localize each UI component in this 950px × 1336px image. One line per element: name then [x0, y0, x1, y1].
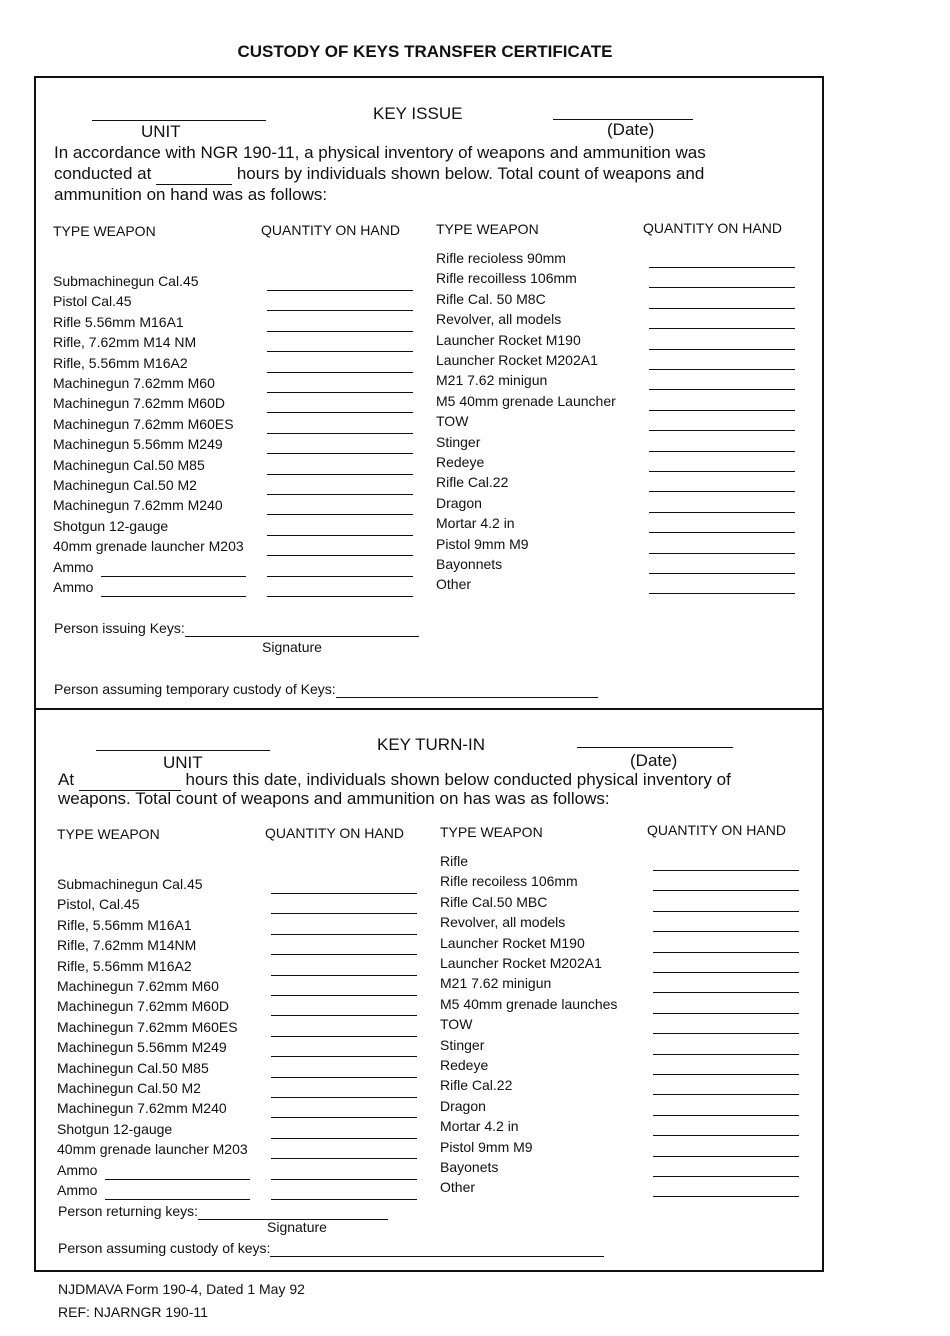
- weapon-type-label: Rifle, 5.56mm M16A2: [53, 354, 188, 371]
- quantity-field[interactable]: [649, 308, 795, 309]
- weapon-type-label: Machinegun 7.62mm M240: [53, 497, 223, 514]
- weapon-type-label: Mortar 4.2 in: [436, 515, 515, 532]
- weapon-type-label: Machinegun Cal.50 M2: [57, 1080, 201, 1096]
- issue-unit-line[interactable]: [92, 120, 266, 121]
- quantity-field[interactable]: [267, 351, 413, 352]
- quantity-field[interactable]: [271, 954, 417, 955]
- weapon-type-label: Pistol 9mm M9: [436, 535, 529, 552]
- quantity-field[interactable]: [267, 555, 413, 556]
- quantity-field[interactable]: [271, 1015, 417, 1016]
- issue-signature-label: Signature: [262, 639, 322, 655]
- quantity-field[interactable]: [653, 992, 799, 993]
- issue-col-type-right: TYPE WEAPON: [436, 221, 539, 237]
- issue-paragraph-line-1: In accordance with NGR 190-11, a physical inventory of weapons and ammunition was: [54, 143, 706, 162]
- weapon-type-label: Machinegun 5.56mm M249: [53, 436, 223, 453]
- weapon-type-label: Other: [440, 1179, 476, 1196]
- weapon-type-label: Ammo: [53, 558, 94, 575]
- weapon-type-label: Rifle Cal.22: [440, 1077, 513, 1094]
- quantity-field[interactable]: [271, 893, 417, 894]
- quantity-field[interactable]: [653, 1115, 799, 1116]
- weapon-type-label: Machinegun 7.62mm M60D: [57, 998, 229, 1015]
- ammo-type-field[interactable]: [105, 1199, 250, 1200]
- weapon-type-label: 40mm grenade launcher M203: [57, 1141, 248, 1158]
- weapon-type-label: Launcher Rocket M202A1: [440, 955, 602, 971]
- quantity-field[interactable]: [653, 1135, 799, 1136]
- weapon-type-label: Machinegun 7.62mm M60: [53, 375, 215, 391]
- weapon-type-label: Dragon: [436, 494, 482, 511]
- weapon-type-label: Rifle, 7.62mm M14NM: [57, 937, 197, 954]
- turnin-col-type-left: TYPE WEAPON: [57, 826, 160, 842]
- quantity-field[interactable]: [271, 995, 417, 996]
- weapon-type-label: Other: [436, 576, 472, 593]
- weapon-type-label: Machinegun 7.62mm M60ES: [57, 1018, 238, 1035]
- turnin-person-assuming-label: Person assuming custody of keys:: [58, 1240, 271, 1256]
- quantity-field[interactable]: [649, 573, 795, 574]
- quantity-field[interactable]: [267, 392, 413, 393]
- weapon-type-label: Pistol, Cal.45: [57, 896, 140, 913]
- quantity-field[interactable]: [649, 287, 795, 288]
- weapon-type-label: Submachinegun Cal.45: [57, 876, 203, 892]
- weapon-type-label: M21 7.62 minigun: [440, 975, 552, 992]
- quantity-field[interactable]: [653, 1074, 799, 1075]
- ammo-type-field[interactable]: [101, 596, 246, 597]
- quantity-field[interactable]: [267, 433, 413, 434]
- weapon-type-label: Redeye: [436, 454, 485, 470]
- weapon-type-label: Rifle recoilless 106mm: [436, 270, 577, 287]
- issue-col-qty-left: QUANTITY ON HAND: [261, 222, 400, 238]
- ammo-type-field[interactable]: [101, 576, 246, 577]
- quantity-field[interactable]: [267, 576, 413, 577]
- weapon-type-label: Launcher Rocket M202A1: [436, 352, 598, 368]
- weapon-type-label: Rifle recoiless 106mm: [440, 873, 578, 890]
- issue-person-assuming-field[interactable]: [336, 681, 598, 698]
- quantity-field[interactable]: [653, 972, 799, 973]
- weapon-type-label: Dragon: [440, 1097, 486, 1114]
- turnin-para-at: At: [58, 770, 75, 789]
- weapon-type-label: Rifle: [440, 853, 469, 869]
- turnin-col-type-right: TYPE WEAPON: [440, 824, 543, 840]
- turnin-person-assuming: [58, 1240, 604, 1257]
- quantity-field[interactable]: [649, 389, 795, 390]
- weapon-type-label: Submachinegun Cal.45: [53, 273, 199, 289]
- weapon-type-label: Rifle Cal. 50 M8C: [436, 290, 546, 307]
- quantity-field[interactable]: [649, 369, 795, 370]
- weapon-type-label: Machinegun Cal.50 M2: [53, 477, 197, 493]
- quantity-field[interactable]: [267, 474, 413, 475]
- quantity-field[interactable]: [267, 494, 413, 495]
- quantity-field[interactable]: [653, 952, 799, 953]
- weapon-type-label: Launcher Rocket M190: [440, 934, 585, 951]
- turnin-person-returning-label: Person returning keys:: [58, 1203, 199, 1219]
- quantity-field[interactable]: [267, 372, 413, 373]
- turnin-col-qty-left: QUANTITY ON HAND: [265, 825, 404, 841]
- weapon-type-label: M5 40mm grenade Launcher: [436, 392, 616, 409]
- quantity-field[interactable]: [649, 328, 795, 329]
- quantity-field[interactable]: [653, 1196, 799, 1197]
- turnin-person-returning-field[interactable]: [198, 1203, 388, 1220]
- section-divider: [34, 708, 824, 710]
- quantity-field[interactable]: [267, 331, 413, 332]
- quantity-field[interactable]: [267, 412, 413, 413]
- quantity-field[interactable]: [653, 911, 799, 912]
- weapon-type-label: Pistol 9mm M9: [440, 1138, 533, 1155]
- weapon-type-label: 40mm grenade launcher M203: [53, 538, 244, 555]
- issue-person-assuming-label: Person assuming temporary custody of Keys:: [54, 681, 336, 697]
- weapon-type-label: Ammo: [57, 1182, 98, 1198]
- footer-reference: REF: NJARNGR 190-11: [58, 1304, 208, 1320]
- weapon-type-label: Machinegun Cal.50 M85: [53, 456, 205, 473]
- quantity-field[interactable]: [649, 451, 795, 452]
- weapon-type-label: Redeye: [440, 1057, 489, 1073]
- quantity-field[interactable]: [649, 532, 795, 533]
- quantity-field[interactable]: [271, 1138, 417, 1139]
- turnin-signature-label: Signature: [267, 1219, 327, 1235]
- weapon-type-label: Rifle recioless 90mm: [436, 250, 566, 266]
- quantity-field[interactable]: [653, 870, 799, 871]
- form-title: CUSTODY OF KEYS TRANSFER CERTIFICATE: [237, 42, 613, 61]
- weapon-type-label: Rifle 5.56mm M16A1: [53, 313, 184, 330]
- weapon-type-label: Stinger: [440, 1036, 485, 1053]
- weapon-type-label: Machinegun 7.62mm M60D: [53, 395, 225, 412]
- quantity-field[interactable]: [271, 1056, 417, 1057]
- quantity-field[interactable]: [653, 1054, 799, 1055]
- quantity-field[interactable]: [271, 913, 417, 914]
- weapon-type-label: Shotgun 12-gauge: [57, 1120, 173, 1137]
- issue-hours-field[interactable]: [156, 163, 232, 185]
- quantity-field[interactable]: [267, 514, 413, 515]
- weapon-type-label: Machinegun 7.62mm M60: [57, 978, 219, 994]
- quantity-field[interactable]: [649, 349, 795, 350]
- quantity-field[interactable]: [271, 1097, 417, 1098]
- weapon-type-label: Pistol Cal.45: [53, 293, 132, 310]
- weapon-type-label: Machinegun 7.62mm M60ES: [53, 415, 234, 432]
- weapon-type-label: Machinegun 7.62mm M240: [57, 1100, 227, 1117]
- weapon-type-label: TOW: [440, 1016, 473, 1033]
- quantity-field[interactable]: [649, 267, 795, 268]
- issue-person-issuing-field[interactable]: [185, 620, 419, 637]
- issue-unit-label: UNIT: [141, 122, 181, 141]
- turnin-heading: KEY TURN-IN: [377, 735, 486, 754]
- quantity-field[interactable]: [649, 410, 795, 411]
- weapon-type-label: Ammo: [53, 579, 94, 595]
- weapon-type-label: M5 40mm grenade launches: [440, 995, 618, 1012]
- weapon-type-label: Mortar 4.2 in: [440, 1118, 519, 1135]
- weapon-type-label: M21 7.62 minigun: [436, 372, 548, 389]
- quantity-field[interactable]: [649, 471, 795, 472]
- quantity-field[interactable]: [653, 890, 799, 891]
- quantity-field[interactable]: [267, 290, 413, 291]
- quantity-field[interactable]: [649, 512, 795, 513]
- weapon-type-label: Revolver, all models: [440, 914, 566, 931]
- footer-form-number: NJDMAVA Form 190-4, Dated 1 May 92: [58, 1281, 305, 1297]
- quantity-field[interactable]: [271, 1117, 417, 1118]
- turnin-date-line[interactable]: [577, 747, 733, 748]
- weapon-type-label: Ammo: [57, 1161, 98, 1178]
- quantity-field[interactable]: [271, 1036, 417, 1037]
- quantity-field[interactable]: [271, 1179, 417, 1180]
- weapon-type-label: Revolver, all models: [436, 311, 562, 328]
- quantity-field[interactable]: [267, 453, 413, 454]
- turnin-col-qty-right: QUANTITY ON HAND: [647, 822, 786, 838]
- weapon-type-label: Rifle, 7.62mm M14 NM: [53, 334, 197, 351]
- quantity-field[interactable]: [649, 491, 795, 492]
- quantity-field[interactable]: [653, 1156, 799, 1157]
- turnin-unit-label: UNIT: [163, 753, 203, 772]
- quantity-field[interactable]: [653, 1033, 799, 1034]
- issue-col-qty-right: QUANTITY ON HAND: [643, 220, 782, 236]
- quantity-field[interactable]: [267, 310, 413, 311]
- quantity-field[interactable]: [267, 535, 413, 536]
- turnin-unit-line[interactable]: [96, 750, 270, 751]
- quantity-field[interactable]: [271, 1199, 417, 1200]
- issue-paragraph-line-3: ammunition on hand was as follows:: [54, 185, 328, 204]
- issue-para-hours: hours by individuals shown below. Total count of weapons and: [236, 164, 705, 183]
- issue-person-issuing-label: Person issuing Keys:: [54, 620, 185, 636]
- issue-heading: KEY ISSUE: [373, 104, 463, 123]
- weapon-type-label: Rifle Cal.22: [436, 474, 509, 491]
- turnin-person-assuming-field[interactable]: [270, 1240, 604, 1257]
- quantity-field[interactable]: [271, 975, 417, 976]
- weapon-type-label: TOW: [436, 413, 469, 430]
- turnin-person-returning: [58, 1203, 388, 1220]
- quantity-field[interactable]: [271, 1077, 417, 1078]
- quantity-field[interactable]: [267, 596, 413, 597]
- quantity-field[interactable]: [653, 1013, 799, 1014]
- turnin-date-label: (Date): [630, 751, 678, 770]
- weapon-type-label: Bayonets: [440, 1159, 499, 1175]
- weapon-type-label: Launcher Rocket M190: [436, 331, 581, 348]
- issue-date-label: (Date): [607, 120, 655, 139]
- issue-person-assuming: [54, 681, 598, 698]
- weapon-type-label: Rifle, 5.56mm M16A1: [57, 916, 192, 933]
- weapon-type-label: Stinger: [436, 433, 481, 450]
- weapon-type-label: Machinegun 5.56mm M249: [57, 1039, 227, 1056]
- weapon-type-label: Rifle, 5.56mm M16A2: [57, 957, 192, 974]
- issue-paragraph-line-2: [54, 163, 704, 185]
- ammo-type-field[interactable]: [105, 1179, 250, 1180]
- turnin-paragraph-line-2: weapons. Total count of weapons and ammunition on has was as follows:: [58, 789, 610, 808]
- issue-person-issuing: [54, 620, 419, 637]
- quantity-field[interactable]: [653, 931, 799, 932]
- issue-col-type-left: TYPE WEAPON: [53, 223, 156, 239]
- weapon-type-label: Machinegun Cal.50 M85: [57, 1059, 209, 1076]
- quantity-field[interactable]: [649, 553, 795, 554]
- weapon-type-label: Bayonnets: [436, 556, 503, 572]
- quantity-field[interactable]: [653, 1176, 799, 1177]
- quantity-field[interactable]: [649, 430, 795, 431]
- quantity-field[interactable]: [271, 1158, 417, 1159]
- turnin-para-hours: hours this date, individuals shown below conducted physical inventory of: [185, 770, 731, 789]
- weapon-type-label: Rifle Cal.50 MBC: [440, 893, 548, 910]
- quantity-field[interactable]: [653, 1094, 799, 1095]
- quantity-field[interactable]: [649, 593, 795, 594]
- quantity-field[interactable]: [271, 934, 417, 935]
- weapon-type-label: Shotgun 12-gauge: [53, 517, 169, 534]
- issue-para-conducted-at: conducted at: [54, 164, 152, 183]
